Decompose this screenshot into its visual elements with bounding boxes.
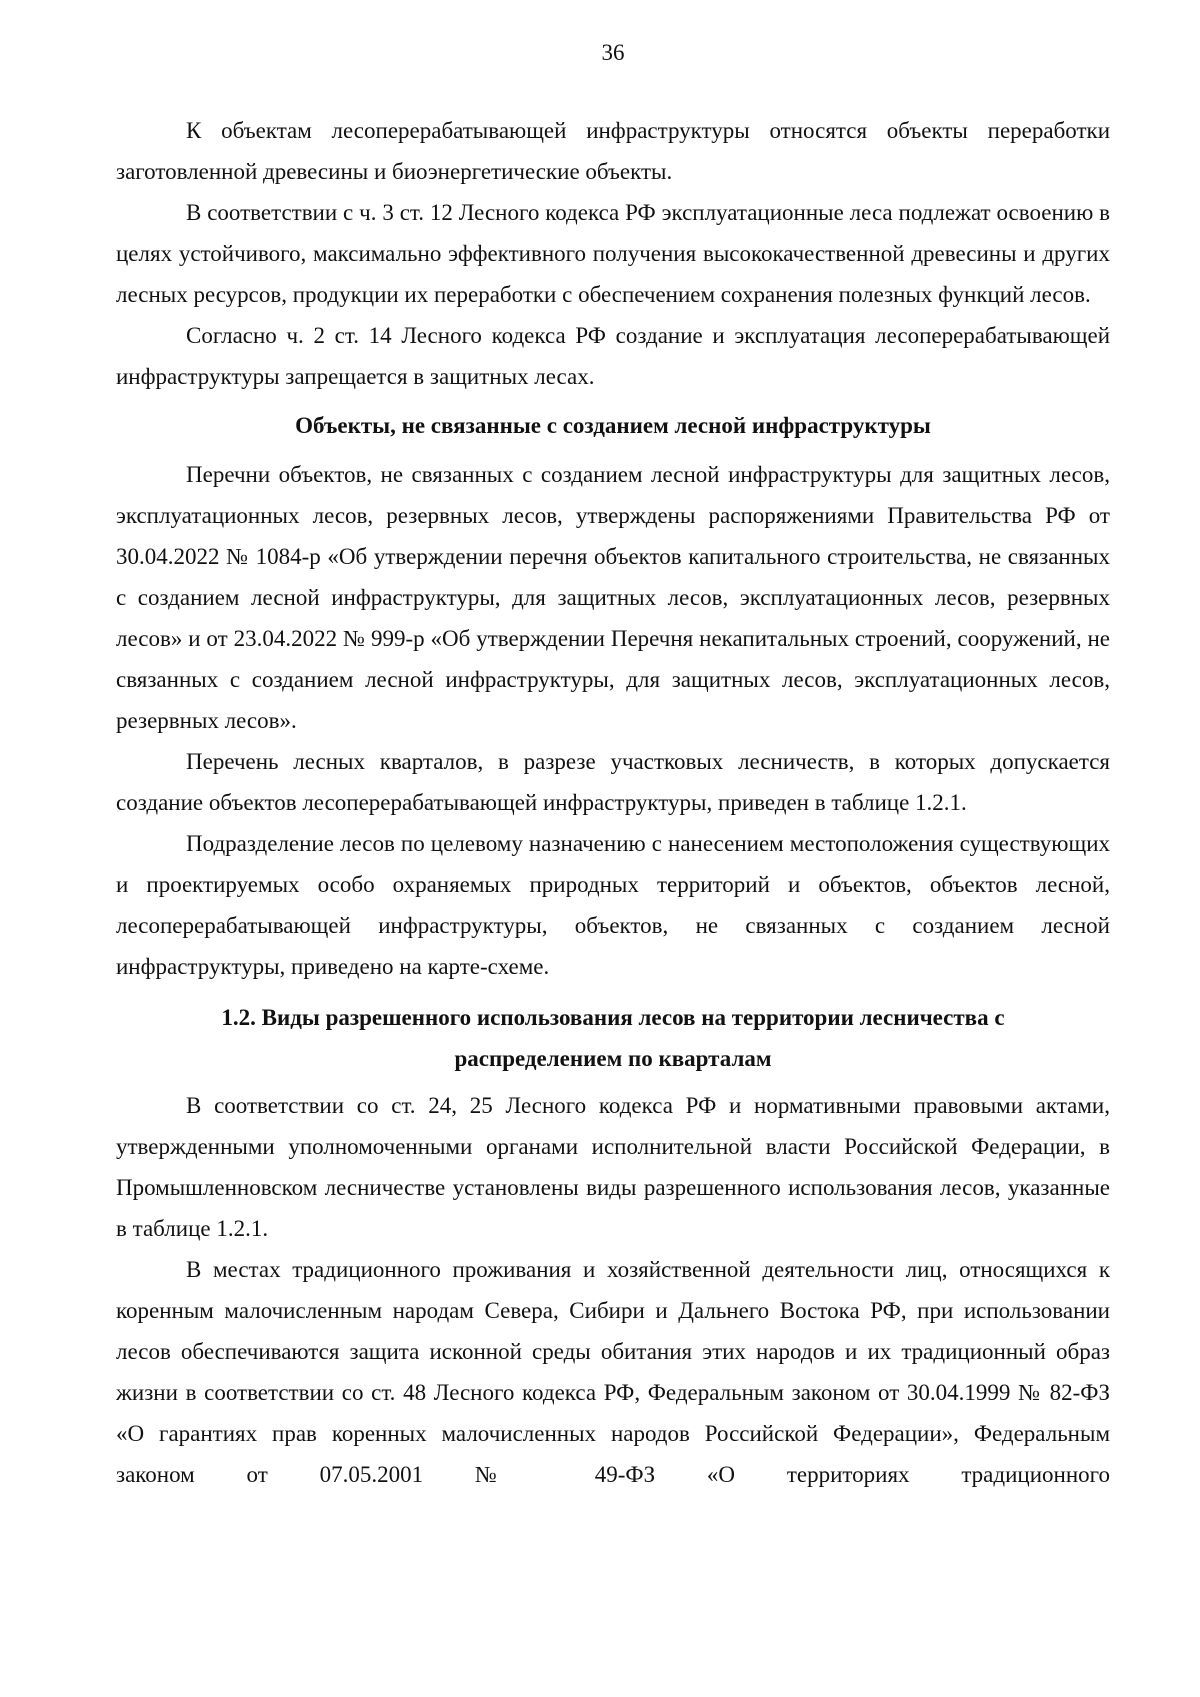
section-heading-line-1: 1.2. Виды разрешенного использования лесов на территории лесничества с bbox=[221, 1005, 1005, 1030]
paragraph-object-lists: Перечни объектов, не связанных с созданием лесной инфраструктуры для защитных лесов, эксплуатационных лесов, резервных лесов, утверждены распоряжениями Правительства РФ от 30.04.2022 № 1084-р «Об утверждении перечня объектов капитального строительства, не связанных с созданием лесной инфраструктуры, для защитных лесов, эксплуатационных лесов, резервных лесов» и от 23.04.2022 № 999-р «Об утверждении Перечня некапитальных строений, сооружений, не связанных с созданием лесной инфраструктуры, для защитных лесов, эксплуатационных лесов, резервных лесов». bbox=[116, 462, 1110, 733]
paragraph-protective-forests-ban: Согласно ч. 2 ст. 14 Лесного кодекса РФ создание и эксплуатация лесоперерабатывающей инфраструктуры запрещается в защитных лесах. bbox=[116, 323, 1110, 389]
section-heading-line-2: распределением по кварталам bbox=[454, 1046, 772, 1071]
paragraph-map-scheme: Подразделение лесов по целевому назначению с нанесением местоположения существующих и проектируемых особо охраняемых природных территорий и объектов, объектов лесной, лесоперерабатывающей инфраструктуры, объектов, не связанных с созданием лесной инфраструктуры, приведено на карте-схеме. bbox=[116, 831, 1110, 979]
page-number: 36 bbox=[601, 40, 625, 65]
paragraph-forest-quarters-list: Перечень лесных кварталов, в разрезе участковых лесничеств, в которых допускается создание объектов лесоперерабатывающей инфраструктуры, приведен в таблице 1.2.1. bbox=[116, 749, 1110, 815]
paragraph-permitted-use-types: В соответствии со ст. 24, 25 Лесного кодекса РФ и нормативными правовыми актами, утвержденными уполномоченными органами исполнительной власти Российской Федерации, в Промышленновском лесничестве установлены виды разрешенного использования лесов, указанные в таблице 1.2.1. bbox=[116, 1093, 1110, 1241]
paragraph-exploitation-forests: В соответствии с ч. 3 ст. 12 Лесного кодекса РФ эксплуатационные леса подлежат освоению в целях устойчивого, максимально эффективного получения высококачественной древесины и других лесных ресурсов, продукции их переработки с обеспечением сохранения полезных функций лесов. bbox=[116, 200, 1110, 307]
paragraph-indigenous-peoples: В местах традиционного проживания и хозяйственной деятельности лиц, относящихся к коренным малочисленным народам Севера, Сибири и Дальнего Востока РФ, при использовании лесов обеспечиваются защита исконной среды обитания этих народов и их традиционный образ жизни в соответствии со ст. 48 Лесного кодекса РФ, Федеральным законом от 30.04.1999 № 82-ФЗ «О гарантиях прав коренных малочисленных народов Российской Федерации», Федеральным законом от 07.05.2001 № 49-ФЗ «О территориях традиционного bbox=[116, 1257, 1110, 1487]
section-heading-non-infrastructure-objects: Объекты, не связанные с созданием лесной инфраструктуры bbox=[295, 413, 931, 438]
section-heading-permitted-use bbox=[116, 987, 1110, 1085]
paragraph-processing-infrastructure: К объектам лесоперерабатывающей инфраструктуры относятся объекты переработки заготовленной древесины и биоэнергетические объекты. bbox=[116, 118, 1110, 184]
document-body bbox=[116, 110, 1110, 1495]
